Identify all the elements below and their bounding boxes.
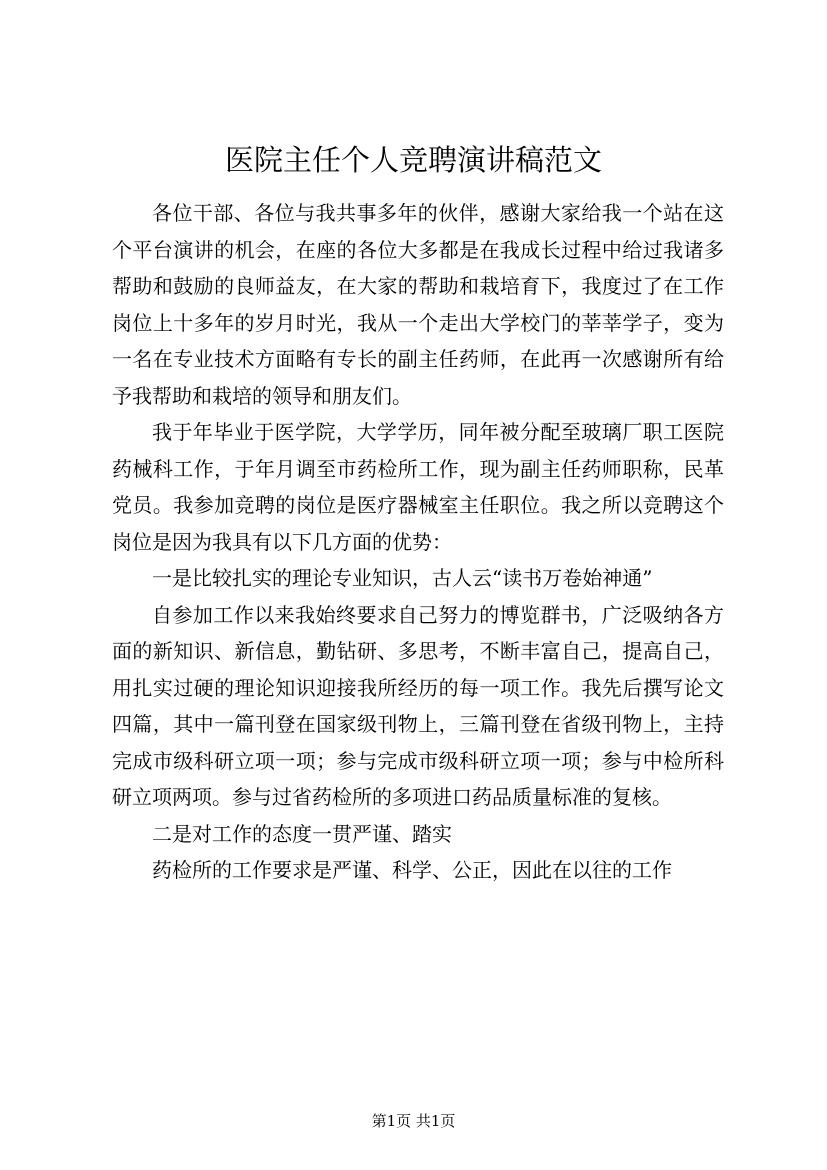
paragraph: 二是对工作的态度一贯严谨、踏实 [152, 821, 452, 846]
paragraph: 我于年毕业于医学院，大学学历，同年被分配至玻璃厂职工医院药械科工作，于年月调至市药检所工作，现为副主任药师职称，民革党员。我参加竞聘的岗位是医疗器械室主任职位。我之所以竞聘这个岗位是因为我具有以下几方面的优势： [112, 420, 724, 554]
paragraph: 各位干部、各位与我共事多年的伙伴，感谢大家给我一个站在这个平台演讲的机会，在座的各位大多都是在我成长过程中给过我诸多帮助和鼓励的良师益友，在大家的帮助和栽培育下，我度过了在工作岗位上十多年的岁月时光，我从一个走出大学校门的莘莘学子，变为一名在专业技术方面略有专长的副主任药师，在此再一次感谢所有给予我帮助和栽培的领导和朋友们。 [112, 201, 724, 408]
document-body [112, 195, 724, 889]
paragraph: 药检所的工作要求是严谨、科学、公正，因此在以往的工作 [152, 858, 672, 882]
paragraph: 自参加工作以来我始终要求自己努力的博览群书，广泛吸纳各方面的新知识、新信息，勤钻研、多思考，不断丰富自己，提高自己，用扎实过硬的理论知识迎接我所经历的每一项工作。我先后撰写论文四篇，其中一篇刊登在国家级刊物上，三篇刊登在省级刊物上，主持完成市级科研立项一项；参与完成市级科研立项一项；参与中检所科研立项两项。参与过省药检所的多项进口药品质量标准的复核。 [112, 602, 724, 809]
document-title: 医院主任个人竞聘演讲稿范文 [224, 143, 602, 177]
page-footer: 第1页 共1页 [371, 1112, 456, 1130]
paragraph: 一是比较扎实的理论专业知识，古人云“读书万卷始神通” [152, 566, 653, 590]
